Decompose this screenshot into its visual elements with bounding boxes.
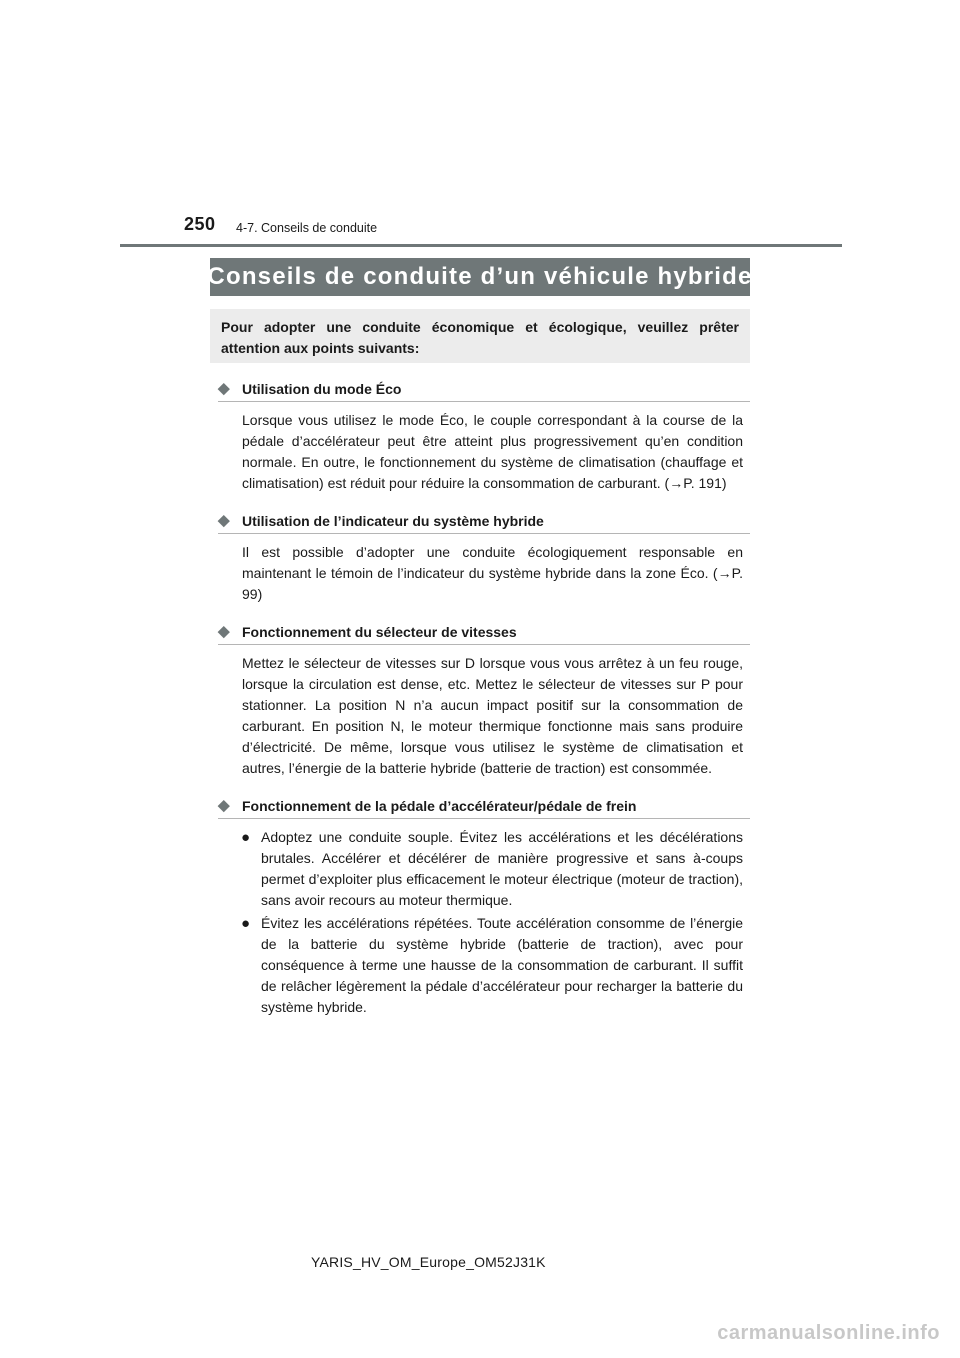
list-item (241, 913, 743, 1018)
bullet-dot-icon: ● (241, 829, 251, 846)
section-label: 4-7. Conseils de conduite (236, 221, 378, 235)
intro-box: Pour adopter une conduite économique et écologique, veuillez prêter attention aux points suivants: (210, 309, 750, 363)
section-eco-mode (218, 376, 750, 494)
sub-heading (218, 508, 750, 534)
page-title: Conseils de conduite d’un véhicule hybride (207, 263, 753, 290)
sub-heading (218, 793, 750, 819)
title-banner (207, 258, 753, 296)
sub-heading-text: Fonctionnement de la pédale d’accélérateur/pédale de frein (242, 797, 637, 814)
paragraph: Mettez le sélecteur de vitesses sur D lorsque vous vous arrêtez à un feu rouge, lorsque la circulation est dense, etc. Mettez le sélecteur de vitesses sur P pour stationner. La position N n’a aucun impact positif sur la consommation de carburant. En position N, le moteur thermique fonctionne mais sans produire d’électricité. De même, lorsque vous utilisez le système de climatisation et autres, l’énergie de la batterie hybride (batterie de traction) est consommée. (242, 655, 743, 776)
section-pedals (218, 793, 750, 1018)
diamond-icon: ◆ (218, 512, 230, 529)
bullet-dot-icon: ● (241, 915, 251, 932)
section-gear-selector (218, 619, 750, 779)
header-rule (120, 244, 842, 247)
sub-heading-text: Utilisation du mode Éco (242, 380, 402, 397)
page-number: 250 (184, 214, 216, 234)
bullet-text: Adoptez une conduite souple. Évitez les accélérations et les décélérations brutales. Accélérer et décélérer de manière progressive et sans à-coups permet d’exploiter plus efficacement le moteur électrique (moteur de traction), sans avoir recours au moteur thermique. (261, 829, 743, 908)
watermark: carmanualsonline.info (717, 1322, 940, 1344)
diamond-icon: ◆ (218, 797, 230, 814)
list-item (241, 827, 743, 911)
sub-heading (218, 619, 750, 645)
diamond-icon: ◆ (218, 623, 230, 640)
content (218, 376, 750, 1032)
sub-heading (218, 376, 750, 402)
paragraph: Lorsque vous utilisez le mode Éco, le couple correspondant à la course de la pédale d’accélérateur peut être atteint plus progressivement qu’en condition normale. En outre, le fonctionnement du système de climatisation (chauffage et climatisation) est réduit pour réduire la consommation de carburant. (→P. 191) (242, 412, 743, 491)
section-hybrid-indicator (218, 508, 750, 605)
sub-heading-text: Utilisation de l’indicateur du système hybride (242, 512, 544, 529)
diamond-icon: ◆ (218, 380, 230, 397)
footer-code: YARIS_HV_OM_Europe_OM52J31K (311, 1254, 546, 1270)
bullet-text: Évitez les accélérations répétées. Toute accélération consomme de l’énergie de la batterie du système hybride (batterie de traction), avec pour conséquence à terme une hausse de la consommation de carburant. Il suffit de relâcher légèrement la pédale d’accélérateur pour recharger la batterie du système hybride. (261, 915, 743, 1015)
sub-heading-text: Fonctionnement du sélecteur de vitesses (242, 623, 517, 640)
paragraph: Il est possible d’adopter une conduite écologiquement responsable en maintenant le témoin de l’indicateur du système hybride dans la zone Éco. (→P. 99) (242, 544, 743, 602)
